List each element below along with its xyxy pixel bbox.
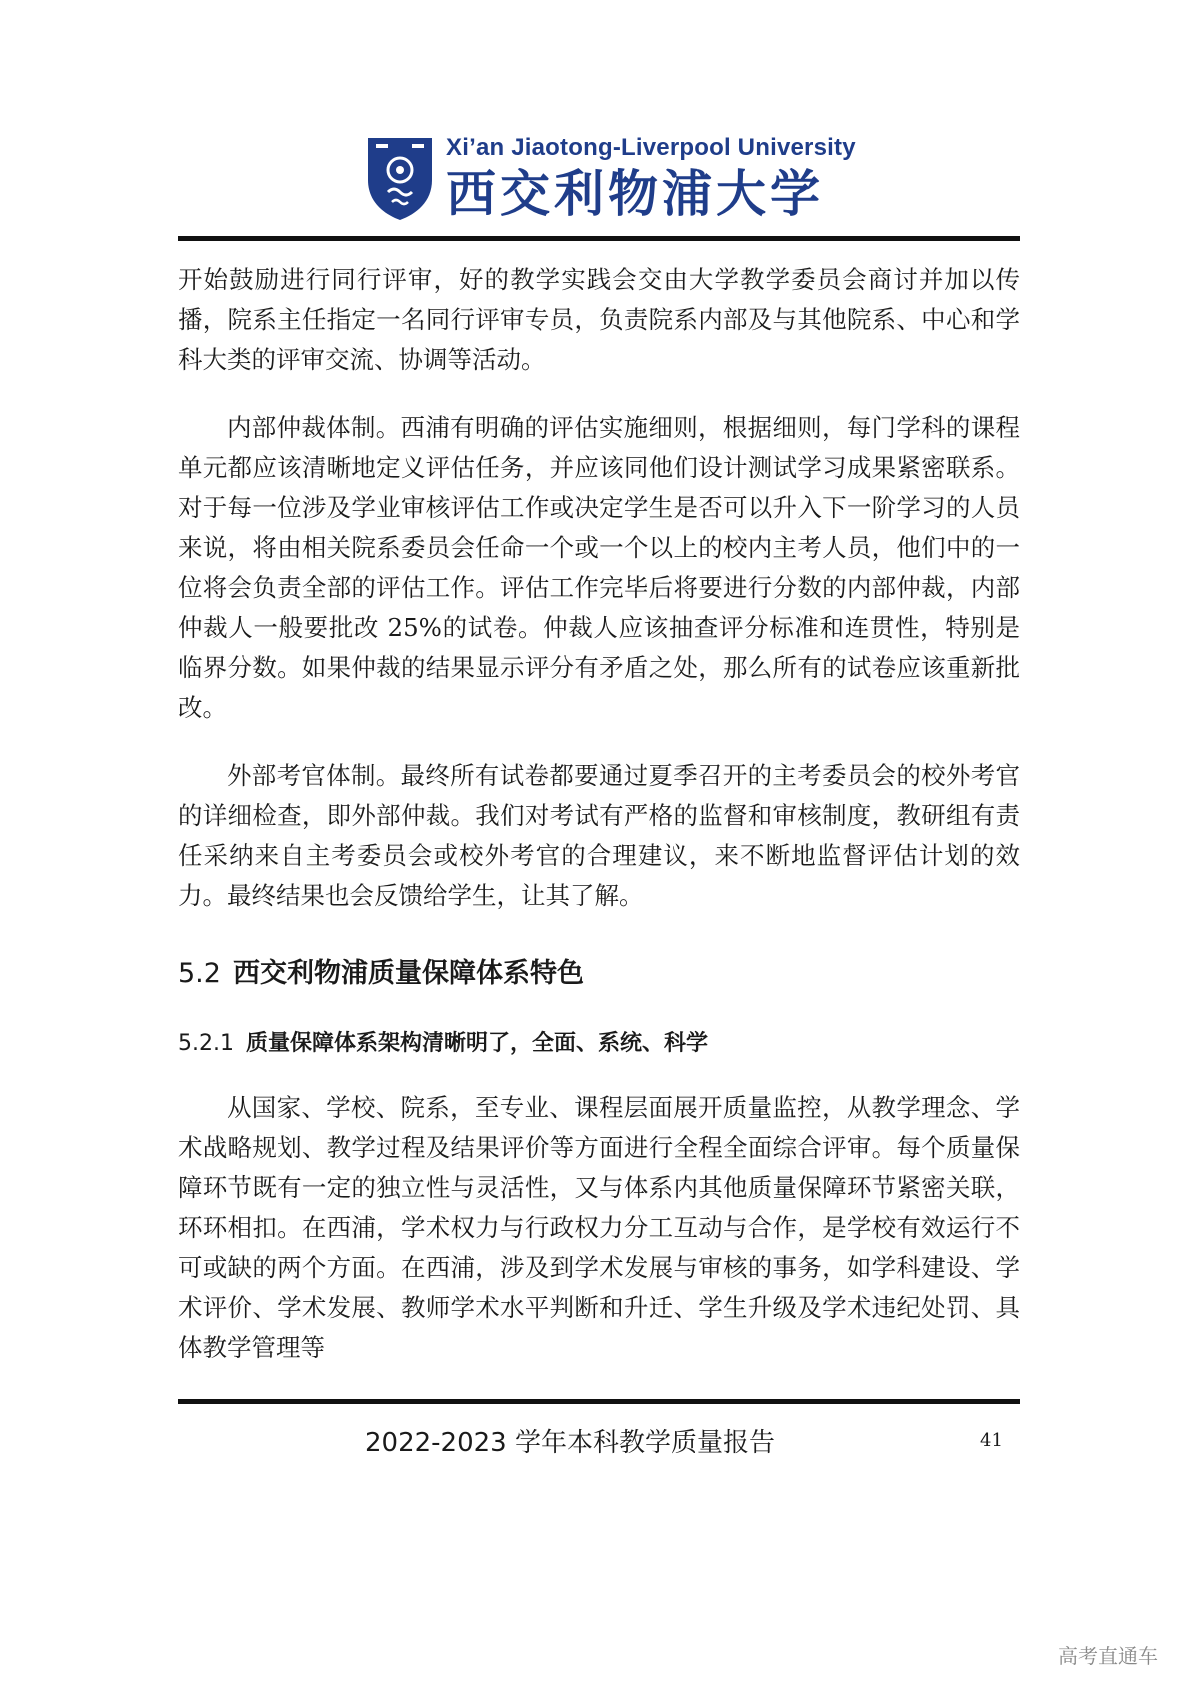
university-name-chinese: 西交利物浦大学 [446,164,824,223]
subsection-number: 5.2.1 [178,1031,234,1056]
page-header [0,0,1190,260]
body-paragraph: 外部考官体制。最终所有试卷都要通过夏季召开的主考委员会的校外考官的详细检查，即外部仲裁。我们对考试有严格的监督和审核制度，教研组有责任采纳来自主考委员会或校外考官的合理建议，来不断地监督评估计划的效力。最终结果也会反馈给学生，让其了解。 [178,761,1020,910]
university-shield-logo [366,136,434,222]
subsection-title: 质量保障体系架构清晰明了，全面、系统、科学 [245,1031,708,1056]
report-title: 2022-2023 学年本科教学质量报告 [365,1428,775,1458]
body-paragraph: 从国家、学校、院系，至专业、课程层面展开质量监控，从教学理念、学术战略规划、教学过程及结果评价等方面进行全程全面综合评审。每个质量保障环节既有一定的独立性与灵活性，又与体系内其他质量保障环节紧密关联，环环相扣。在西浦，学术权力与行政权力分工互动与合作，是学校有效运行不可或缺的两个方面。在西浦，涉及到学术发展与审核的事务，如学科建设、学术评价、学术发展、教师学术水平判断和升迁、学生升级及学术违纪处罚、具体教学管理等 [178,1093,1020,1362]
subsection-heading [178,1024,1020,1064]
section-number: 5.2 [178,958,221,989]
section-heading [178,954,1020,994]
section-title: 西交利物浦质量保障体系特色 [232,958,584,989]
page-body [178,260,1020,1396]
body-paragraph: 开始鼓励进行同行评审，好的教学实践会交由大学教学委员会商讨并加以传播，院系主任指定一名同行评审专员，负责院系内部及与其他院系、中心和学科大类的评审交流、协调等活动。 [178,265,1020,374]
footer-divider [178,1399,1020,1404]
header-divider [178,236,1020,241]
body-paragraph: 内部仲裁体制。西浦有明确的评估实施细则，根据细则，每门学科的课程单元都应该清晰地定义评估任务，并应该同他们设计测试学习成果紧密联系。对于每一位涉及学业审核评估工作或决定学生是否可以升入下一阶学习的人员来说，将由相关院系委员会任命一个或一个以上的校内主考人员，他们中的一位将会负责全部的评估工作。评估工作完毕后将要进行分数的内部仲裁，内部仲裁人一般要批改 25%的试卷。仲裁人应该抽查评分标准和连贯性，特别是临界分数。如果仲裁的结果显示评分有矛盾之处，那么所有的试卷应该重新批改。 [178,413,1020,722]
watermark-text: 高考直通车 [1058,1644,1158,1668]
university-name-english: Xi’an Jiaotong-Liverpool University [446,134,856,161]
page-number: 41 [980,1430,1003,1451]
